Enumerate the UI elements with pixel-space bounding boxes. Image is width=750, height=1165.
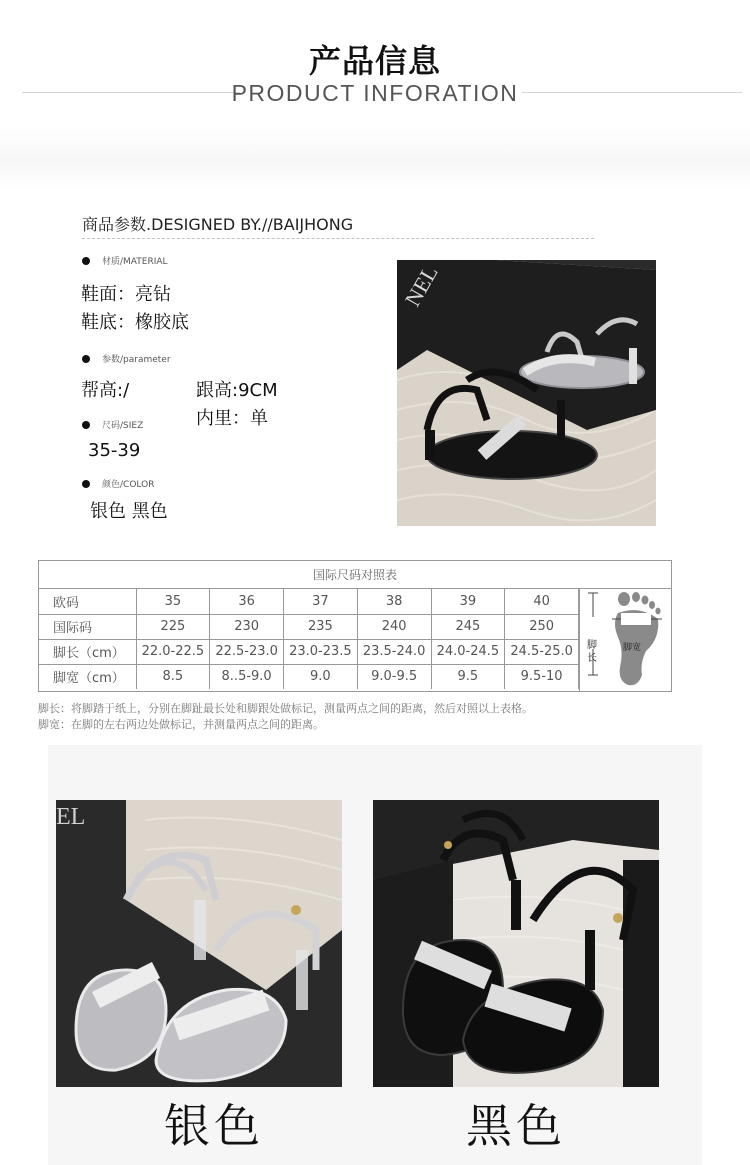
row-label: 脚宽（cm） — [39, 664, 136, 689]
table-cell: 24.5-25.0 — [505, 639, 579, 664]
size-notes — [38, 701, 533, 733]
note-width: 脚宽：在脚的左右两边处做标记，并测量两点之间的距离。 — [38, 718, 324, 731]
params-divider — [82, 238, 594, 239]
row-label: 国际码 — [39, 614, 136, 639]
table-cell: 22.0-22.5 — [136, 639, 210, 664]
table-cell: 225 — [136, 614, 210, 639]
table-cell: 23.0-23.5 — [284, 639, 358, 664]
lining: 内里：单 — [196, 408, 268, 429]
table-cell: 250 — [505, 614, 579, 639]
size-bullet — [82, 418, 143, 431]
foot-length-label: 脚长 — [587, 640, 597, 664]
note-length: 脚长：将脚踏于纸上，分别在脚趾最长处和脚跟处做标记，测量两点之间的距离，然后对照以上表格。 — [38, 702, 533, 715]
material-label: 材质/MATERIAL — [102, 257, 168, 267]
header — [0, 0, 750, 125]
divider-right — [522, 92, 742, 93]
black-sandal-photo — [373, 800, 659, 1087]
size-range: 35-39 — [88, 440, 141, 461]
table-cell: 23.5-24.0 — [357, 639, 431, 664]
table-cell: 37 — [284, 589, 358, 614]
table-cell: 235 — [284, 614, 358, 639]
table-cell: 39 — [431, 589, 505, 614]
shaft-height: 帮高:/ — [81, 380, 130, 401]
table-cell: 245 — [431, 614, 505, 639]
params-heading: 商品参数.DESIGNED BY.//BAIJHONG — [82, 215, 354, 234]
silver-color-label: 银色 — [164, 1099, 264, 1153]
foot-measure-diagram — [579, 589, 671, 692]
page-title: 产品信息 — [308, 42, 441, 80]
table-cell: 9.0 — [284, 664, 358, 689]
foot-width-label: 脚宽 — [623, 643, 642, 653]
row-label: 欧码 — [39, 589, 136, 614]
table-cell: 240 — [357, 614, 431, 639]
table-row — [39, 639, 579, 664]
row-label: 脚长（cm） — [39, 639, 136, 664]
table-cell: 8..5-9.0 — [210, 664, 284, 689]
size-chart-title: 国际尺码对照表 — [39, 561, 671, 589]
box-brand-text-left: EL — [56, 804, 86, 830]
material-sole: 鞋底：橡胶底 — [81, 312, 189, 333]
table-cell: 38 — [357, 589, 431, 614]
parameter-label: 参数/parameter — [102, 355, 171, 365]
page-subtitle: PRODUCT INFORATION — [231, 80, 519, 106]
footprint-icon — [615, 592, 661, 685]
heel-height: 跟高:9CM — [196, 380, 278, 401]
color-label: 颜色/COLOR — [102, 480, 155, 490]
bullet-dot-icon — [82, 480, 90, 488]
color-values: 银色 黑色 — [90, 501, 168, 522]
box-brand-text: NEL — [399, 260, 443, 311]
parameter-bullet — [82, 352, 171, 365]
table-row — [39, 614, 579, 639]
bullet-dot-icon — [82, 421, 90, 429]
black-color-label: 黑色 — [466, 1099, 566, 1153]
table-cell: 9.5 — [431, 664, 505, 689]
size-chart-table — [39, 589, 579, 689]
table-cell: 35 — [136, 589, 210, 614]
table-cell: 22.5-23.0 — [210, 639, 284, 664]
bullet-dot-icon — [82, 257, 90, 265]
table-cell: 24.0-24.5 — [431, 639, 505, 664]
section-shade — [0, 125, 750, 195]
size-chart — [38, 560, 672, 692]
silver-sandal-photo — [56, 800, 342, 1087]
material-upper: 鞋面：亮钻 — [81, 284, 171, 305]
table-cell: 9.0-9.5 — [357, 664, 431, 689]
material-bullet — [82, 254, 168, 267]
size-label: 尺码/SIEZ — [102, 421, 144, 431]
bullet-dot-icon — [82, 355, 90, 363]
table-row — [39, 589, 579, 614]
product-photo-pair — [397, 260, 656, 526]
table-cell: 9.5-10 — [505, 664, 579, 689]
table-cell: 8.5 — [136, 664, 210, 689]
table-cell: 40 — [505, 589, 579, 614]
table-row — [39, 664, 579, 689]
color-bullet — [82, 477, 154, 490]
table-cell: 36 — [210, 589, 284, 614]
table-cell: 230 — [210, 614, 284, 639]
